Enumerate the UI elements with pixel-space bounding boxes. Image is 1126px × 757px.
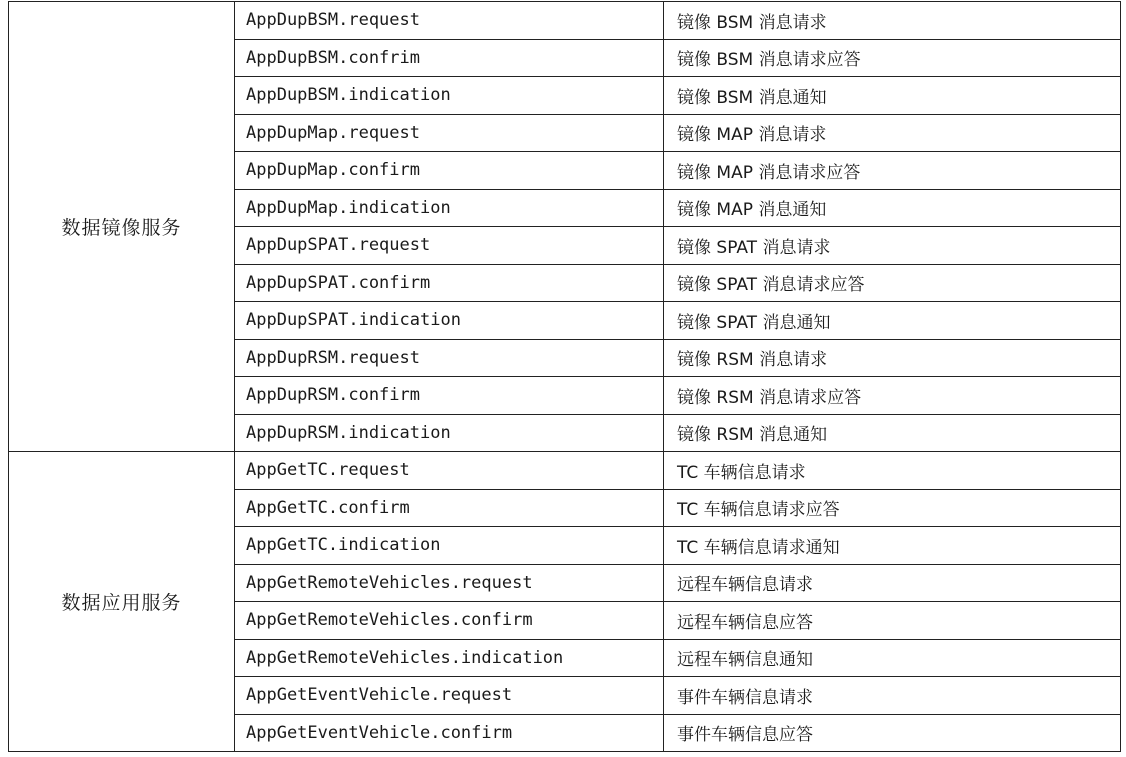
- primitive-description-cell: 镜像 MAP 消息请求应答: [664, 152, 1121, 190]
- primitive-description-cell: 镜像 MAP 消息请求: [664, 114, 1121, 152]
- primitive-name-cell: AppDupMap.indication: [235, 189, 664, 227]
- primitive-name-cell: AppDupRSM.confirm: [235, 377, 664, 415]
- primitive-name-cell: AppDupBSM.confrim: [235, 39, 664, 77]
- primitive-name-cell: AppGetTC.confirm: [235, 489, 664, 527]
- primitive-description-cell: 镜像 MAP 消息通知: [664, 189, 1121, 227]
- table-body: [9, 2, 1121, 752]
- primitive-description-cell: TC 车辆信息请求通知: [664, 527, 1121, 565]
- primitive-name-cell: AppDupSPAT.indication: [235, 302, 664, 340]
- primitive-name-cell: AppDupSPAT.request: [235, 227, 664, 265]
- primitive-description-cell: TC 车辆信息请求: [664, 452, 1121, 490]
- primitive-description-cell: 镜像 RSM 消息通知: [664, 414, 1121, 452]
- primitive-description-cell: 远程车辆信息请求: [664, 564, 1121, 602]
- table-row: [9, 452, 1121, 490]
- primitive-description-cell: 镜像 SPAT 消息请求: [664, 227, 1121, 265]
- primitive-description-cell: 镜像 RSM 消息请求应答: [664, 377, 1121, 415]
- primitive-description-cell: 远程车辆信息通知: [664, 639, 1121, 677]
- primitive-description-cell: 镜像 BSM 消息请求应答: [664, 39, 1121, 77]
- primitive-description-cell: 镜像 BSM 消息通知: [664, 77, 1121, 115]
- primitive-description-cell: 镜像 SPAT 消息通知: [664, 302, 1121, 340]
- primitive-name-cell: AppDupMap.request: [235, 114, 664, 152]
- service-primitive-table: [8, 1, 1121, 752]
- primitive-name-cell: AppGetTC.request: [235, 452, 664, 490]
- primitive-name-cell: AppGetRemoteVehicles.request: [235, 564, 664, 602]
- primitive-name-cell: AppGetEventVehicle.confirm: [235, 714, 664, 752]
- primitive-description-cell: TC 车辆信息请求应答: [664, 489, 1121, 527]
- primitive-name-cell: AppDupRSM.indication: [235, 414, 664, 452]
- primitive-name-cell: AppDupMap.confirm: [235, 152, 664, 190]
- primitive-name-cell: AppGetRemoteVehicles.confirm: [235, 602, 664, 640]
- service-group-label: 数据应用服务: [9, 452, 235, 752]
- primitive-description-cell: 镜像 RSM 消息请求: [664, 339, 1121, 377]
- primitive-name-cell: AppGetTC.indication: [235, 527, 664, 565]
- primitive-description-cell: 镜像 BSM 消息请求: [664, 2, 1121, 40]
- primitive-description-cell: 事件车辆信息应答: [664, 714, 1121, 752]
- primitive-description-cell: 镜像 SPAT 消息请求应答: [664, 264, 1121, 302]
- primitive-description-cell: 事件车辆信息请求: [664, 677, 1121, 715]
- primitive-name-cell: AppDupRSM.request: [235, 339, 664, 377]
- service-group-label: 数据镜像服务: [9, 2, 235, 452]
- primitive-name-cell: AppDupBSM.request: [235, 2, 664, 40]
- primitive-name-cell: AppGetEventVehicle.request: [235, 677, 664, 715]
- primitive-name-cell: AppGetRemoteVehicles.indication: [235, 639, 664, 677]
- primitive-name-cell: AppDupBSM.indication: [235, 77, 664, 115]
- primitive-description-cell: 远程车辆信息应答: [664, 602, 1121, 640]
- table-row: [9, 2, 1121, 40]
- primitive-name-cell: AppDupSPAT.confirm: [235, 264, 664, 302]
